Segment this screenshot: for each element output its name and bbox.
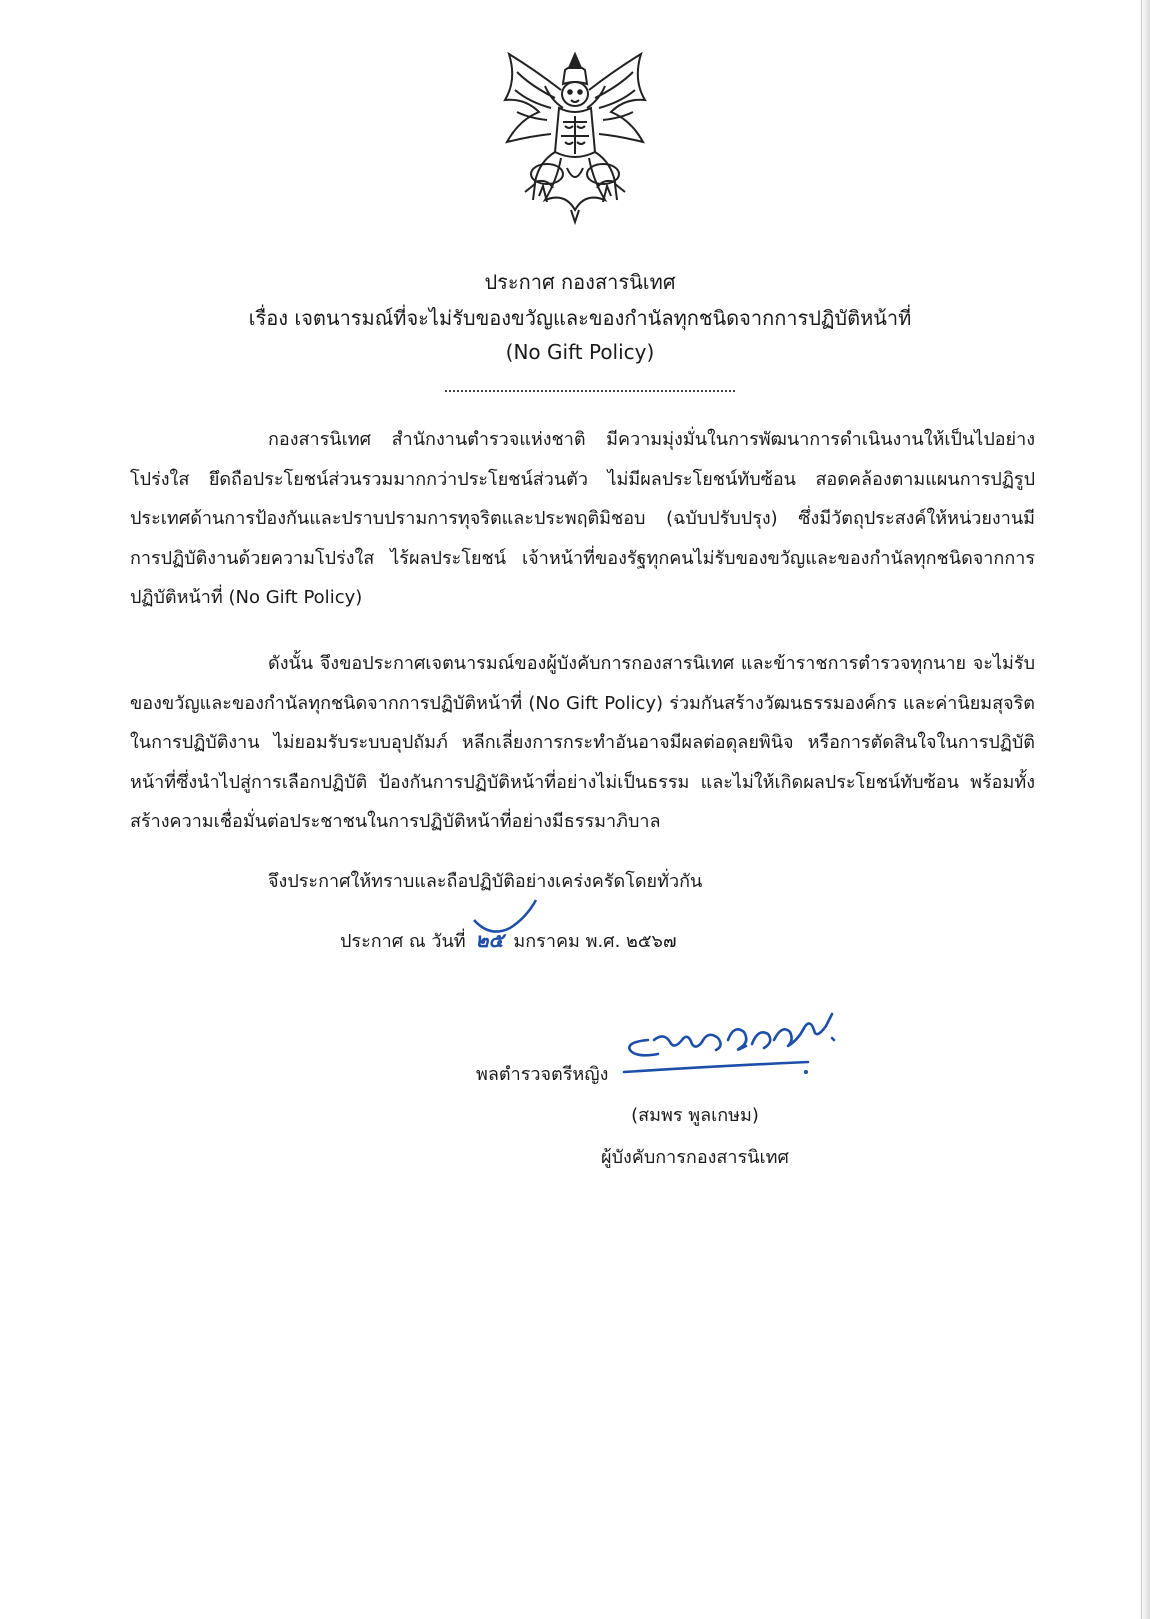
policy-name: (No Gift Policy) [505, 340, 655, 364]
signer-title: ผู้บังคับการกองสารนิเทศ [601, 1147, 789, 1168]
body-paragraph-2: ดังนั้น จึงขอประกาศเจตนารมณ์ของผู้บังคับการกองสารนิเทศ และข้าราชการตำรวจทุกนาย จะไม่รับของขวัญและของกำนัลทุกชนิดจากการปฏิบัติหน้าที่ (No Gift Policy) ร่วมกันสร้างวัฒนธรรมองค์กร และค่านิยมสุจริตในการปฏิบัติงาน ไม่ยอมรับระบบอุปถัมภ์ หลีกเลี่ยงการกระทำอันอาจมีผลต่อดุลยพินิจ หรือการตัดสินใจในการปฏิบัติหน้าที่ซึ่งนำไปสู่การเลือกปฏิบัติ ป้องกันการปฏิบัติหน้าที่อย่างไม่เป็นธรรม และไม่ให้เกิดผลประโยชน์ทับซ้อน พร้อมทั้งสร้างความเชื่อมั่นต่อประชาชนในการปฏิบัติหน้าที่อย่างมีธรรมาภิบาล [130, 653, 1035, 832]
page-edge-line [1141, 0, 1142, 1619]
garuda-emblem-icon [495, 50, 655, 225]
announcement-heading: ประกาศ กองสารนิเทศ [484, 270, 676, 294]
body-paragraph-1: กองสารนิเทศ สำนักงานตำรวจแห่งชาติ มีความมุ่งมั่นในการพัฒนาการดำเนินงานให้เป็นไปอย่างโปร่งใส ยึดถือประโยชน์ส่วนรวมมากกว่าประโยชน์ส่วนตัว ไม่มีผลประโยชน์ทับซ้อน สอดคล้องตามแผนการปฏิรูปประเทศด้านการป้องกันและปราบปรามการทุจริตและประพฤติมิชอบ (ฉบับปรับปรุง) ซึ่งมีวัตถุประสงค์ให้หน่วยงานมีการปฏิบัติงานด้วยความโปร่งใส ไร้ผลประโยชน์ เจ้าหน้าที่ของรัฐทุกคนไม่รับของขวัญและของกำนัลทุกชนิดจากการปฏิบัติหน้าที่ (No Gift Policy) [130, 429, 1035, 608]
signer-rank: พลตำรวจตรีหญิง [476, 1064, 609, 1085]
announcement-subject: เรื่อง เจตนารมณ์ที่จะไม่รับของขวัญและของกำนัลทุกชนิดจากการปฏิบัติหน้าที่ [248, 306, 912, 330]
signer-name: (สมพร พูลเกษม) [631, 1105, 759, 1126]
date-day-handwritten: ๒๕ [475, 928, 504, 952]
dotted-divider [445, 390, 735, 392]
date-pen-stroke [470, 898, 542, 942]
date-prefix: ประกาศ ณ วันที่ [340, 931, 466, 952]
date-month-year: มกราคม พ.ศ. ๒๕๖๗ [513, 931, 677, 952]
closing-statement: จึงประกาศให้ทราบและถือปฏิบัติอย่างเคร่งครัดโดยทั่วกัน [268, 871, 703, 892]
handwritten-signature [618, 1010, 854, 1090]
